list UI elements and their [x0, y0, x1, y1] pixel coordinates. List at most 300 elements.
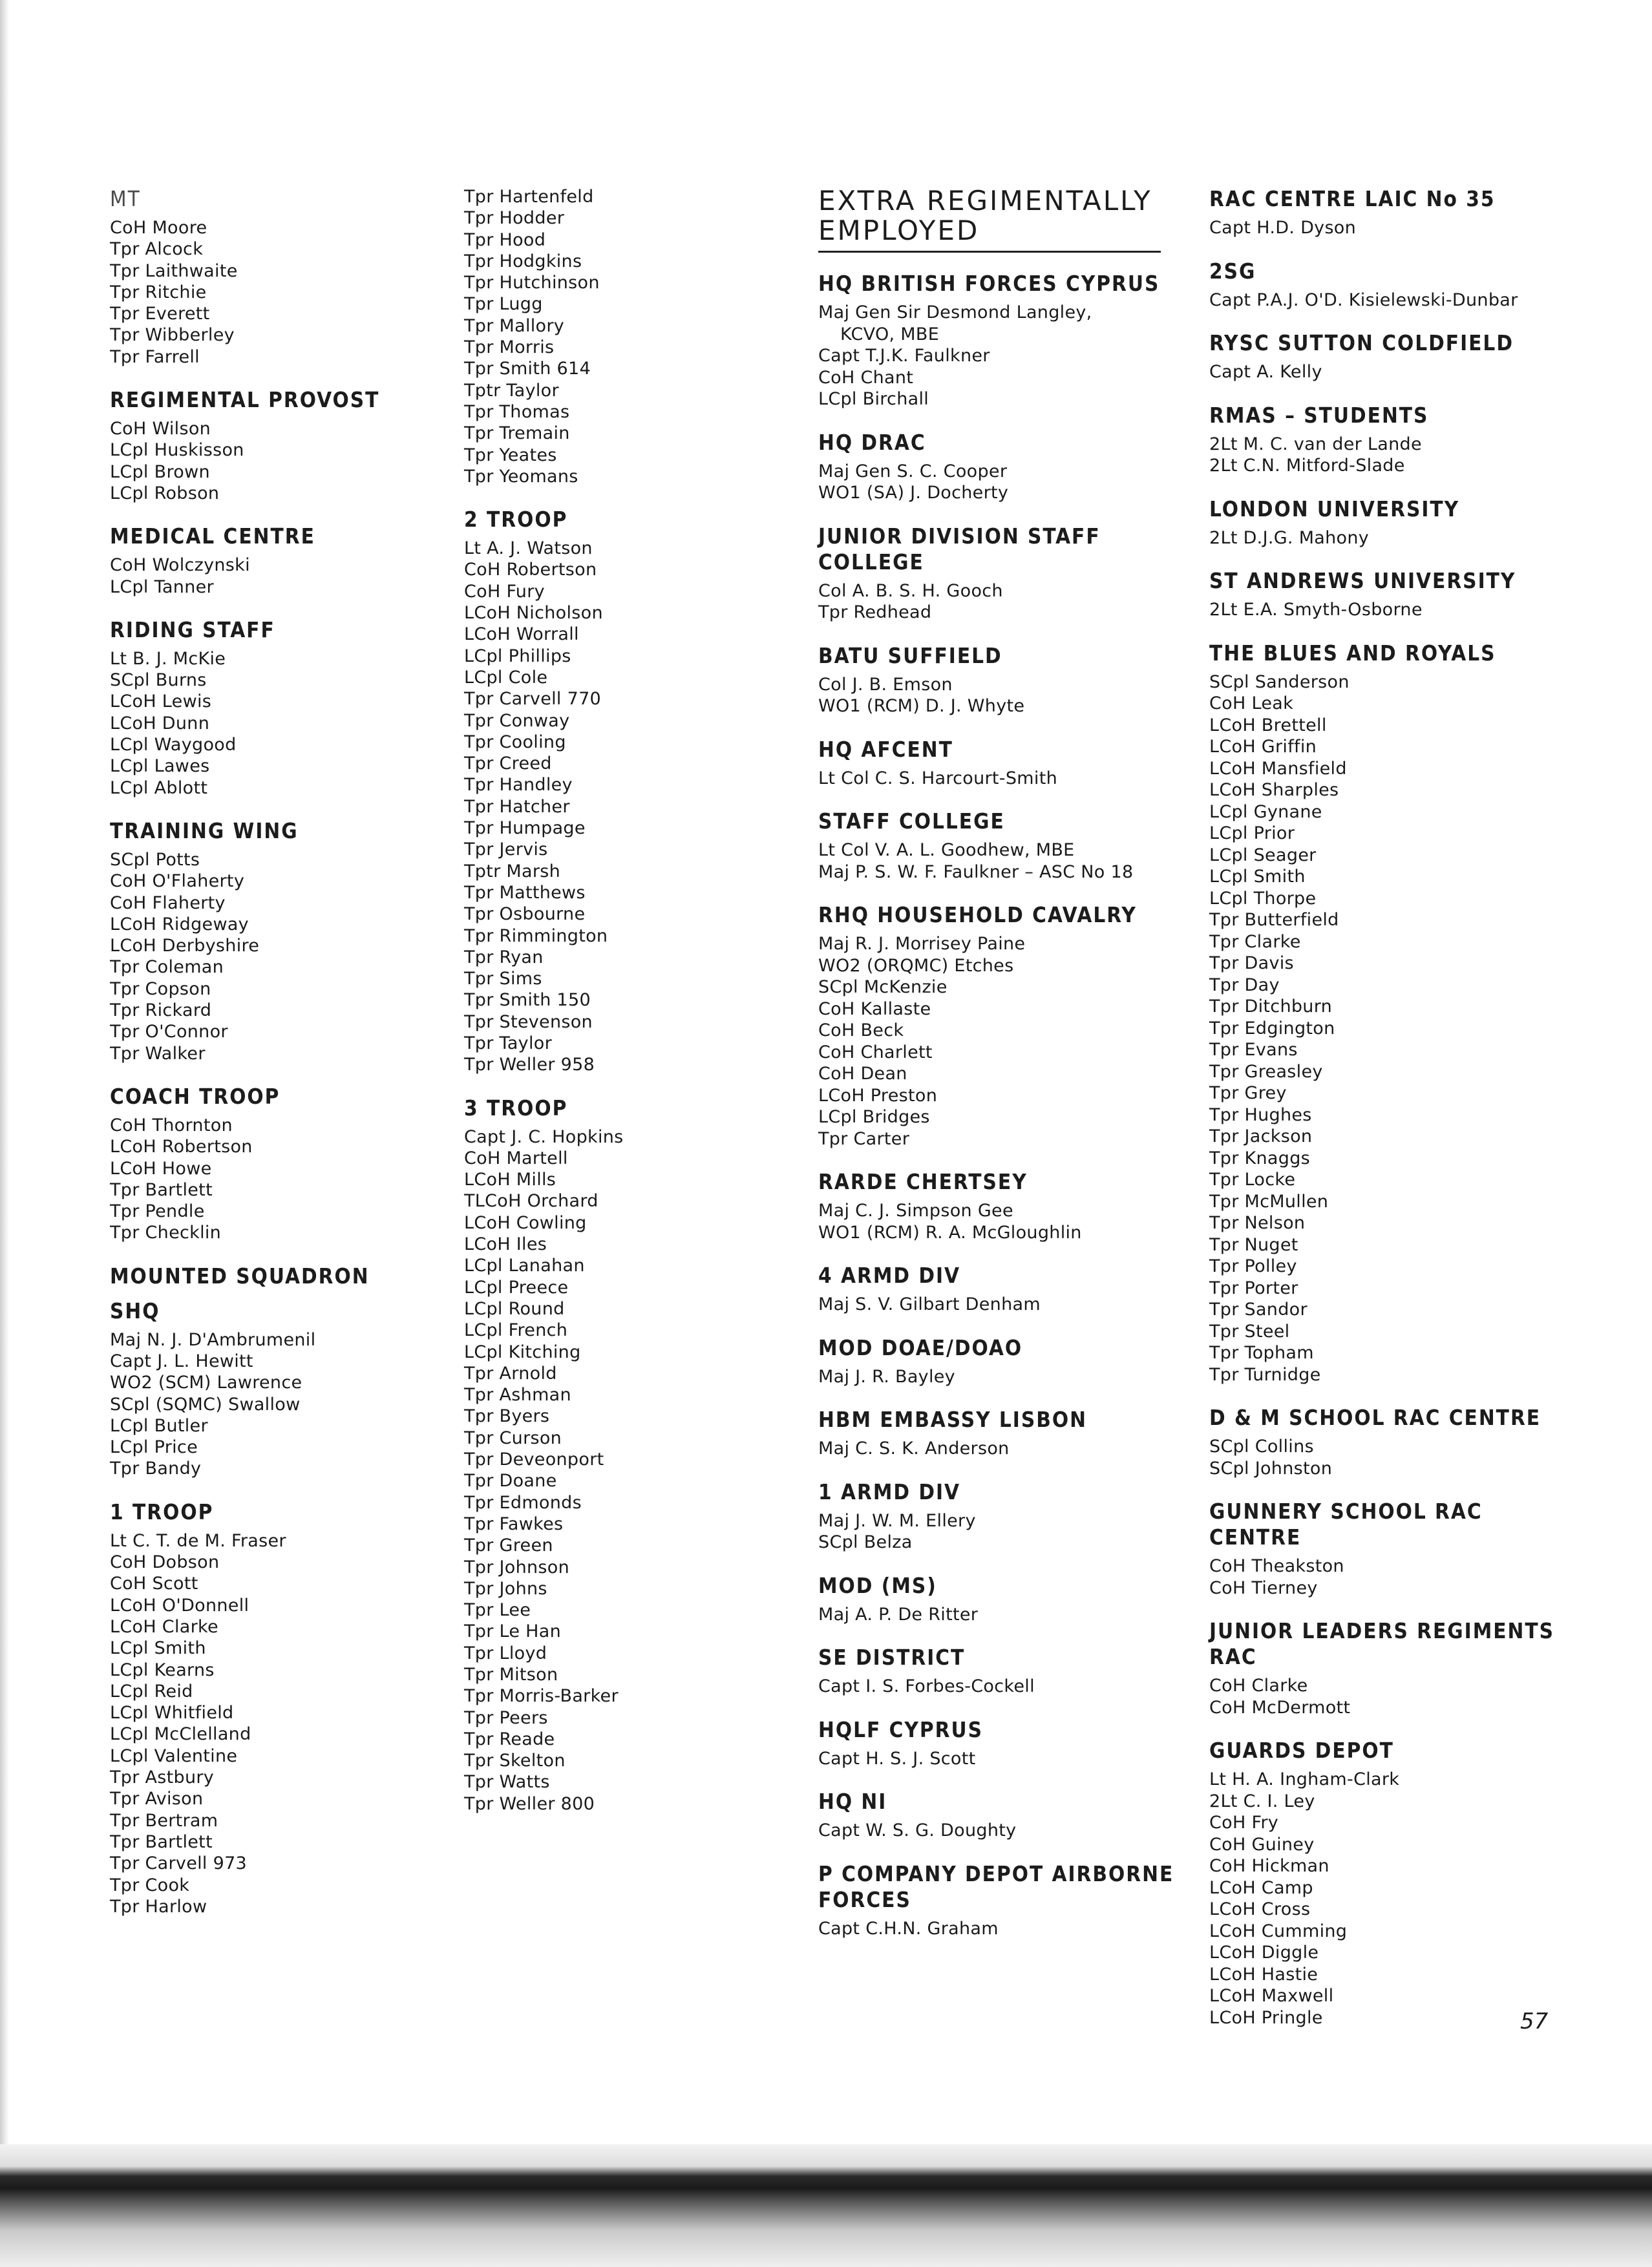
- list-item: Maj C. S. K. Anderson: [818, 1439, 1010, 1459]
- list-item: WO2 (SCM) Lawrence: [110, 1373, 302, 1393]
- name-list: [464, 538, 800, 1075]
- list-item: 2Lt M. C. van der Lande: [1209, 434, 1422, 454]
- list-item: Tpr Smith 614: [464, 359, 591, 379]
- list-item: Tpr Hood: [464, 229, 546, 250]
- list-item: CoH Kallaste: [818, 998, 931, 1019]
- name-list: [818, 1748, 1193, 1770]
- name-list: [818, 1820, 1193, 1842]
- list-item: Tpr Hodgkins: [464, 251, 582, 271]
- name-list: [1209, 361, 1571, 383]
- list-item: Tpr Curson: [464, 1428, 562, 1448]
- list-item: CoH Clarke: [1209, 1676, 1308, 1696]
- list-item: Tpr Ashman: [464, 1385, 571, 1406]
- list-item: CoH Scott: [110, 1574, 198, 1594]
- list-item: LCpl Huskisson: [110, 440, 244, 461]
- list-item: WO1 (SA) J. Docherty: [818, 483, 1009, 503]
- list-item: Tpr Yeates: [464, 445, 557, 465]
- list-item: CoH Martell: [464, 1148, 568, 1168]
- list-item: CoH Chant: [818, 367, 914, 388]
- list-item: Tpr Hutchinson: [464, 273, 600, 293]
- section-hq-ni: [818, 1789, 1193, 1842]
- section-heading: HBM EMBASSY LISBON: [818, 1407, 1087, 1432]
- name-list: [818, 1604, 1193, 1626]
- name-list: [110, 1530, 446, 1917]
- list-item: Tpr Peers: [464, 1707, 548, 1728]
- list-item: Capt T.J.K. Faulkner: [818, 346, 990, 366]
- list-item: LCoH Mills: [464, 1170, 556, 1190]
- list-item: LCpl Thorpe: [1209, 888, 1317, 909]
- name-list: [110, 418, 446, 504]
- section-heading: STAFF COLLEGE: [818, 808, 1005, 834]
- name-list: [1209, 1555, 1571, 1599]
- list-item: LCoH Cross: [1209, 1899, 1311, 1919]
- name-list: [818, 1366, 1193, 1388]
- major-heading-line-2: EMPLOYED: [818, 215, 980, 246]
- list-item: LCoH Camp: [1209, 1877, 1313, 1898]
- section-2-troop: [464, 507, 800, 1075]
- list-item: Tpr Morris-Barker: [464, 1686, 619, 1707]
- list-item: Lt Col V. A. L. Goodhew, MBE: [818, 840, 1075, 860]
- list-item: Tpr Knaggs: [1209, 1148, 1311, 1168]
- list-item: Lt Col C. S. Harcourt-Smith: [818, 768, 1057, 788]
- list-item: Lt H. A. Ingham-Clark: [1209, 1769, 1400, 1789]
- list-item: LCpl Gynane: [1209, 801, 1322, 822]
- list-item: Tpr Avison: [110, 1789, 204, 1809]
- list-item: Tpr Bartlett: [110, 1831, 213, 1852]
- section-heading: P COMPANY DEPOT AIRBORNE FORCES: [818, 1861, 1174, 1912]
- section-rysc-sutton-coldfield: [1209, 330, 1571, 383]
- section-coach-troop: [110, 1084, 446, 1244]
- list-item: CoH Tierney: [1209, 1577, 1318, 1598]
- list-item: Tpr Topham: [1209, 1343, 1314, 1363]
- list-item: Tpr Hartenfeld: [464, 187, 594, 207]
- list-item: Maj Gen Sir Desmond Langley,: [818, 302, 1092, 322]
- section-heading: HQ DRAC: [818, 429, 926, 455]
- section-hq-afcent: [818, 737, 1193, 790]
- name-list: [818, 461, 1193, 504]
- section-heading: MEDICAL CENTRE: [110, 523, 315, 549]
- list-item: CoH Flaherty: [110, 892, 226, 913]
- section-rarde-chertsey: [818, 1169, 1193, 1243]
- name-list: [1209, 1436, 1571, 1479]
- list-item: WO1 (RCM) D. J. Whyte: [818, 696, 1025, 716]
- section-medical-centre: [110, 523, 446, 598]
- section-st-andrews-university: [1209, 568, 1571, 621]
- list-item: Tpr Taylor: [464, 1033, 552, 1053]
- section-se-district: [818, 1645, 1193, 1698]
- section-heading: BATU SUFFIELD: [818, 642, 1002, 668]
- section-hq-drac: [818, 430, 1193, 504]
- list-item: Tpr Astbury: [110, 1767, 215, 1788]
- section-heading: LONDON UNIVERSITY: [1209, 496, 1460, 522]
- list-item: Tpr Alcock: [110, 239, 204, 260]
- list-item: Maj N. J. D'Ambrumenil: [110, 1329, 316, 1350]
- list-item: LCpl Round: [464, 1298, 565, 1319]
- list-item: Tpr Everett: [110, 304, 210, 324]
- list-item: Capt H. S. J. Scott: [818, 1748, 976, 1769]
- list-item: LCpl Bridges: [818, 1107, 930, 1127]
- list-item: LCpl Price: [110, 1437, 198, 1458]
- name-list: [464, 1126, 800, 1815]
- name-list: [818, 674, 1193, 717]
- list-item: LCoH Griffin: [1209, 737, 1317, 757]
- list-item: Tpr Le Han: [464, 1621, 562, 1642]
- list-item: CoH Leak: [1209, 693, 1294, 713]
- list-item: Tpr Byers: [464, 1406, 550, 1427]
- section-heading: SE DISTRICT: [818, 1645, 966, 1670]
- list-item: Tpr Arnold: [464, 1363, 557, 1384]
- list-item: CoH Dobson: [110, 1552, 220, 1573]
- list-item: Tpr Mallory: [464, 315, 565, 336]
- list-item: 2Lt D.J.G. Mahony: [1209, 527, 1370, 548]
- name-list: [1209, 434, 1571, 477]
- list-item: LCpl Kearns: [110, 1660, 215, 1680]
- section-heading: MOUNTED SQUADRON: [110, 1263, 370, 1289]
- list-item: LCpl Preece: [464, 1277, 569, 1298]
- list-item: Tpr Cook: [110, 1875, 190, 1895]
- section-heading: RMAS – STUDENTS: [1209, 402, 1429, 428]
- list-item: Tpr Rimmington: [464, 925, 608, 946]
- name-list: [818, 1676, 1193, 1698]
- section-mod-doae-doao: [818, 1335, 1193, 1388]
- section-rac-centre-laic-no-35: [1209, 186, 1571, 239]
- list-item: LCoH Dunn: [110, 713, 210, 733]
- section-heading: D & M SCHOOL RAC CENTRE: [1209, 1405, 1541, 1430]
- section-heading: 2 TROOP: [464, 507, 568, 532]
- list-item: LCpl Birchall: [818, 389, 929, 409]
- list-item: CoH Thornton: [110, 1115, 233, 1135]
- list-item: Tpr Evans: [1209, 1040, 1298, 1060]
- name-list: [818, 1918, 1193, 1940]
- list-item: Tpr Pendle: [110, 1201, 205, 1222]
- list-item: Tpr Bertram: [110, 1810, 218, 1831]
- list-item: Tpr Green: [464, 1535, 553, 1556]
- list-item: Tpr Clarke: [1209, 931, 1301, 952]
- list-item: Tpr Johns: [464, 1578, 547, 1599]
- list-item: Tpr Hughes: [1209, 1104, 1312, 1125]
- list-item: Maj P. S. W. F. Faulkner – ASC No 18: [818, 861, 1134, 882]
- list-item: Tpr Farrell: [110, 346, 200, 367]
- list-item: Tpr McMullen: [1209, 1191, 1329, 1212]
- list-item: Tpr Johnson: [464, 1557, 570, 1577]
- list-item: WO2 (ORQMC) Etches: [818, 955, 1014, 976]
- section-heading: RHQ HOUSEHOLD CAVALRY: [818, 902, 1137, 927]
- list-item: LCpl Cole: [464, 667, 548, 688]
- section-regimental-provost: [110, 387, 446, 504]
- list-item: Tpr Ditchburn: [1209, 996, 1333, 1017]
- section-junior-leaders-regiments-rac: [1209, 1618, 1571, 1718]
- list-item: LCpl Reid: [110, 1681, 193, 1702]
- list-item: Tpr Yeomans: [464, 466, 578, 487]
- list-item: SCpl McKenzie: [818, 977, 948, 997]
- name-list: [818, 580, 1193, 624]
- list-item: Tpr Skelton: [464, 1751, 566, 1771]
- section-heading: MOD (MS): [818, 1572, 937, 1598]
- list-item: Tpr Turnidge: [1209, 1364, 1321, 1385]
- section-1-troop: [110, 1499, 446, 1917]
- list-item: SCpl Collins: [1209, 1437, 1314, 1457]
- section-mod-ms: [818, 1573, 1193, 1626]
- list-item: SCpl Burns: [110, 670, 207, 691]
- list-item: Tpr Matthews: [464, 882, 586, 903]
- list-item: CoH Guiney: [1209, 1834, 1315, 1855]
- section-heading: GUNNERY SCHOOL RAC CENTRE: [1209, 1499, 1483, 1550]
- name-list: [1209, 599, 1571, 621]
- section-rhq-household-cavalry: [818, 902, 1193, 1150]
- list-item: LCpl Phillips: [464, 646, 571, 666]
- name-list: [110, 648, 446, 799]
- list-item: LCpl Brown: [110, 461, 210, 482]
- list-item: LCoH Preston: [818, 1085, 938, 1106]
- section-2sg: [1209, 258, 1571, 311]
- list-item: LCoH Mansfield: [1209, 758, 1347, 779]
- list-item: Tpr Harlow: [110, 1896, 207, 1917]
- list-item: CoH Dean: [818, 1064, 907, 1084]
- name-list: [110, 1329, 446, 1480]
- list-item: Tpr Carter: [818, 1128, 910, 1149]
- page-edge-shadow: [0, 0, 9, 2267]
- list-item: Tpr Doane: [464, 1471, 557, 1492]
- section-heading: RIDING STAFF: [110, 617, 275, 642]
- list-item: Maj R. J. Morrisey Paine: [818, 934, 1026, 954]
- list-item: Lt A. J. Watson: [464, 538, 593, 559]
- list-item: SCpl Belza: [818, 1532, 913, 1552]
- list-item: CoH Charlett: [818, 1042, 933, 1062]
- list-item: LCpl Valentine: [110, 1745, 238, 1766]
- list-item: LCpl Ablott: [110, 777, 208, 798]
- list-item: Tpr Edgington: [1209, 1018, 1335, 1039]
- list-item: Capt C.H.N. Graham: [818, 1918, 999, 1939]
- list-item: Tpr Carvell 770: [464, 689, 602, 710]
- section-training-wing: [110, 818, 446, 1064]
- list-item: Maj Gen S. C. Cooper: [818, 461, 1008, 481]
- list-item: LCoH Clarke: [110, 1616, 218, 1637]
- list-item: LCoH Pringle: [1209, 2007, 1323, 2028]
- name-list: [110, 1115, 446, 1244]
- list-item: Tpr Checklin: [110, 1223, 222, 1243]
- section-hq-british-forces-cyprus: [818, 271, 1193, 410]
- list-item: Tpr Jervis: [464, 839, 548, 860]
- section-4-armd-div: [818, 1263, 1193, 1316]
- list-item: Tpr Coleman: [110, 957, 224, 978]
- list-item: Tpr Lloyd: [464, 1643, 547, 1663]
- list-item: Tpr Bartlett: [110, 1179, 213, 1200]
- list-item: Col J. B. Emson: [818, 674, 953, 695]
- list-item: 2Lt C.N. Mitford-Slade: [1209, 456, 1405, 476]
- section-shq: [110, 1298, 446, 1480]
- name-list: [1209, 290, 1571, 311]
- list-item: Tpr Sandor: [1209, 1300, 1308, 1320]
- list-item: LCpl Seager: [1209, 845, 1317, 865]
- list-item: Tpr Day: [1209, 975, 1280, 995]
- list-item: Tpr Ryan: [464, 947, 544, 967]
- heading-rule: [818, 251, 1161, 253]
- section-mounted-squadron: [110, 1263, 446, 1289]
- list-item: LCoH O'Donnell: [110, 1595, 249, 1616]
- scan-bottom-edge: [0, 2144, 1652, 2267]
- section-heading: ST ANDREWS UNIVERSITY: [1209, 568, 1516, 593]
- name-list: [818, 933, 1193, 1150]
- list-item: Tpr O'Connor: [110, 1022, 228, 1042]
- list-item: TLCoH Orchard: [464, 1191, 598, 1212]
- list-item: Tpr Polley: [1209, 1256, 1297, 1276]
- list-item: Tpr Fawkes: [464, 1513, 564, 1534]
- list-item: LCoH Robertson: [110, 1137, 253, 1157]
- column-4: [1209, 186, 1571, 2048]
- list-item: Tpr Copson: [110, 978, 211, 999]
- name-list: [110, 849, 446, 1064]
- list-item: Tptr Marsh: [464, 861, 561, 881]
- list-item: 2Lt E.A. Smyth-Osborne: [1209, 600, 1423, 620]
- section-the-blues-and-royals: [1209, 640, 1571, 1386]
- list-item: Tpr Hodder: [464, 208, 565, 229]
- list-item: Lt C. T. de M. Fraser: [110, 1530, 286, 1551]
- name-list: [818, 1200, 1193, 1243]
- section-guards-depot: [1209, 1738, 1571, 2029]
- list-item: LCpl Whitfield: [110, 1703, 234, 1724]
- section-heading: HQ NI: [818, 1789, 887, 1814]
- name-list: [818, 768, 1193, 790]
- list-item: Maj J. R. Bayley: [818, 1366, 955, 1387]
- section-london-university: [1209, 496, 1571, 549]
- list-item: Capt J. C. Hopkins: [464, 1126, 624, 1147]
- list-item: Tpr Davis: [1209, 953, 1294, 973]
- section-heading: 3 TROOP: [464, 1095, 568, 1121]
- list-item: Tpr Carvell 973: [110, 1853, 248, 1874]
- list-item: Tpr Lugg: [464, 294, 543, 315]
- list-item: CoH Wilson: [110, 419, 211, 439]
- list-item: CoH Moore: [110, 218, 207, 238]
- list-item: Tpr Tremain: [464, 423, 570, 444]
- list-item: CoH McDermott: [1209, 1697, 1351, 1718]
- list-item: Tpr Grey: [1209, 1083, 1287, 1103]
- list-item: LCpl Butler: [110, 1415, 208, 1436]
- list-item: LCpl Prior: [1209, 823, 1295, 843]
- list-item: SCpl Potts: [110, 849, 200, 870]
- column-2: [464, 186, 800, 1834]
- list-item: Tpr Sims: [464, 969, 542, 989]
- section-gunnery-school-rac-centre: [1209, 1499, 1571, 1599]
- section-hqlf-cyprus: [818, 1717, 1193, 1770]
- list-item: Col A. B. S. H. Gooch: [818, 580, 1003, 601]
- section-heading: REGIMENTAL PROVOST: [110, 387, 380, 413]
- name-list: [818, 1438, 1193, 1460]
- list-item: LCpl Waygood: [110, 735, 237, 755]
- list-item: Tpr Nuget: [1209, 1234, 1298, 1255]
- section-heading: GUARDS DEPOT: [1209, 1738, 1394, 1763]
- list-item: Maj C. J. Simpson Gee: [818, 1201, 1013, 1221]
- list-item: Tpr Ritchie: [110, 282, 207, 302]
- name-list: [1209, 671, 1571, 1386]
- list-item: Maj J. W. M. Ellery: [818, 1510, 976, 1531]
- section-3-troop: [464, 1095, 800, 1815]
- list-item: KCVO, MBE: [840, 324, 940, 344]
- section-heading: COACH TROOP: [110, 1083, 281, 1109]
- section-continued: [464, 186, 800, 487]
- section-rmas-students: [1209, 403, 1571, 477]
- list-item: Tpr Wibberley: [110, 325, 235, 346]
- list-item: Tptr Taylor: [464, 380, 559, 401]
- list-item: LCoH Sharples: [1209, 780, 1339, 800]
- list-item: CoH Fury: [464, 581, 545, 602]
- list-item: CoH Fry: [1209, 1813, 1279, 1833]
- list-item: Tpr Cooling: [464, 732, 566, 752]
- major-heading-line-1: EXTRA REGIMENTALLY: [818, 185, 1152, 216]
- list-item: Tpr Reade: [464, 1729, 555, 1749]
- list-item: Tpr Handley: [464, 775, 573, 796]
- list-item: LCpl Smith: [1209, 867, 1306, 887]
- list-item: Capt H.D. Dyson: [1209, 218, 1357, 238]
- section-riding-staff: [110, 617, 446, 799]
- list-item: LCoH Howe: [110, 1158, 212, 1179]
- list-item: SCpl Sanderson: [1209, 671, 1350, 692]
- list-item: LCoH Hastie: [1209, 1964, 1318, 1985]
- list-item: Tpr Laithwaite: [110, 260, 238, 281]
- list-item: CoH Hickman: [1209, 1856, 1329, 1876]
- list-item: Maj A. P. De Ritter: [818, 1604, 979, 1625]
- section-hbm-embassy-lisbon: [818, 1407, 1193, 1460]
- page-number: 57: [1520, 2009, 1549, 2034]
- section-heading: HQLF CYPRUS: [818, 1716, 983, 1742]
- list-item: LCpl Kitching: [464, 1342, 581, 1362]
- list-item: Tpr Smith 150: [464, 990, 591, 1011]
- list-item: Tpr Hatcher: [464, 796, 570, 817]
- list-item: Tpr Osbourne: [464, 904, 586, 925]
- list-item: Maj S. V. Gilbart Denham: [818, 1294, 1041, 1314]
- name-list: [1209, 527, 1571, 549]
- list-item: LCoH Maxwell: [1209, 1986, 1334, 2006]
- section-batu-suffield: [818, 643, 1193, 717]
- list-item: Tpr Jackson: [1209, 1126, 1313, 1146]
- list-item: Tpr Lee: [464, 1600, 531, 1621]
- section-mt: [110, 186, 446, 368]
- list-item: LCoH Ridgeway: [110, 914, 249, 934]
- section-p-company-depot-airborne-forces: [818, 1861, 1193, 1940]
- name-list: [818, 1294, 1193, 1316]
- list-item: LCoH Diggle: [1209, 1943, 1319, 1963]
- list-item: LCpl Robson: [110, 483, 220, 503]
- list-item: CoH O'Flaherty: [110, 871, 245, 892]
- list-item: Tpr Mitson: [464, 1665, 558, 1685]
- name-list: [110, 217, 446, 368]
- list-item: LCoH Lewis: [110, 691, 212, 712]
- list-item: Capt A. Kelly: [1209, 362, 1322, 382]
- list-item: LCoH Nicholson: [464, 603, 603, 624]
- extra-regimentally-employed-heading: [818, 186, 1193, 246]
- section-heading: 4 ARMD DIV: [818, 1263, 961, 1288]
- list-item: CoH Theakston: [1209, 1556, 1344, 1576]
- section-heading: RAC CENTRE LAIC No 35: [1209, 186, 1496, 211]
- section-heading: RARDE CHERTSEY: [818, 1169, 1028, 1194]
- list-item: Tpr Redhead: [818, 602, 932, 622]
- list-item: 2Lt C. I. Ley: [1209, 1791, 1315, 1811]
- list-item: LCpl Lawes: [110, 756, 210, 777]
- section-staff-college: [818, 808, 1193, 883]
- list-item: Capt W. S. G. Doughty: [818, 1820, 1017, 1840]
- section-heading: 2SG: [1209, 258, 1256, 284]
- list-item: LCoH Iles: [464, 1234, 547, 1255]
- list-item: Tpr Deveonport: [464, 1450, 604, 1470]
- section-heading: 1 ARMD DIV: [818, 1479, 961, 1504]
- list-item: Tpr Weller 958: [464, 1055, 595, 1075]
- column-1: [110, 186, 446, 1937]
- list-item: SCpl (SQMC) Swallow: [110, 1394, 301, 1415]
- list-item: Tpr Conway: [464, 710, 570, 731]
- name-list: [110, 554, 446, 598]
- section-heading: HQ BRITISH FORCES CYPRUS: [818, 271, 1160, 296]
- section-heading: HQ AFCENT: [818, 736, 953, 762]
- list-item: LCpl Smith: [110, 1638, 206, 1659]
